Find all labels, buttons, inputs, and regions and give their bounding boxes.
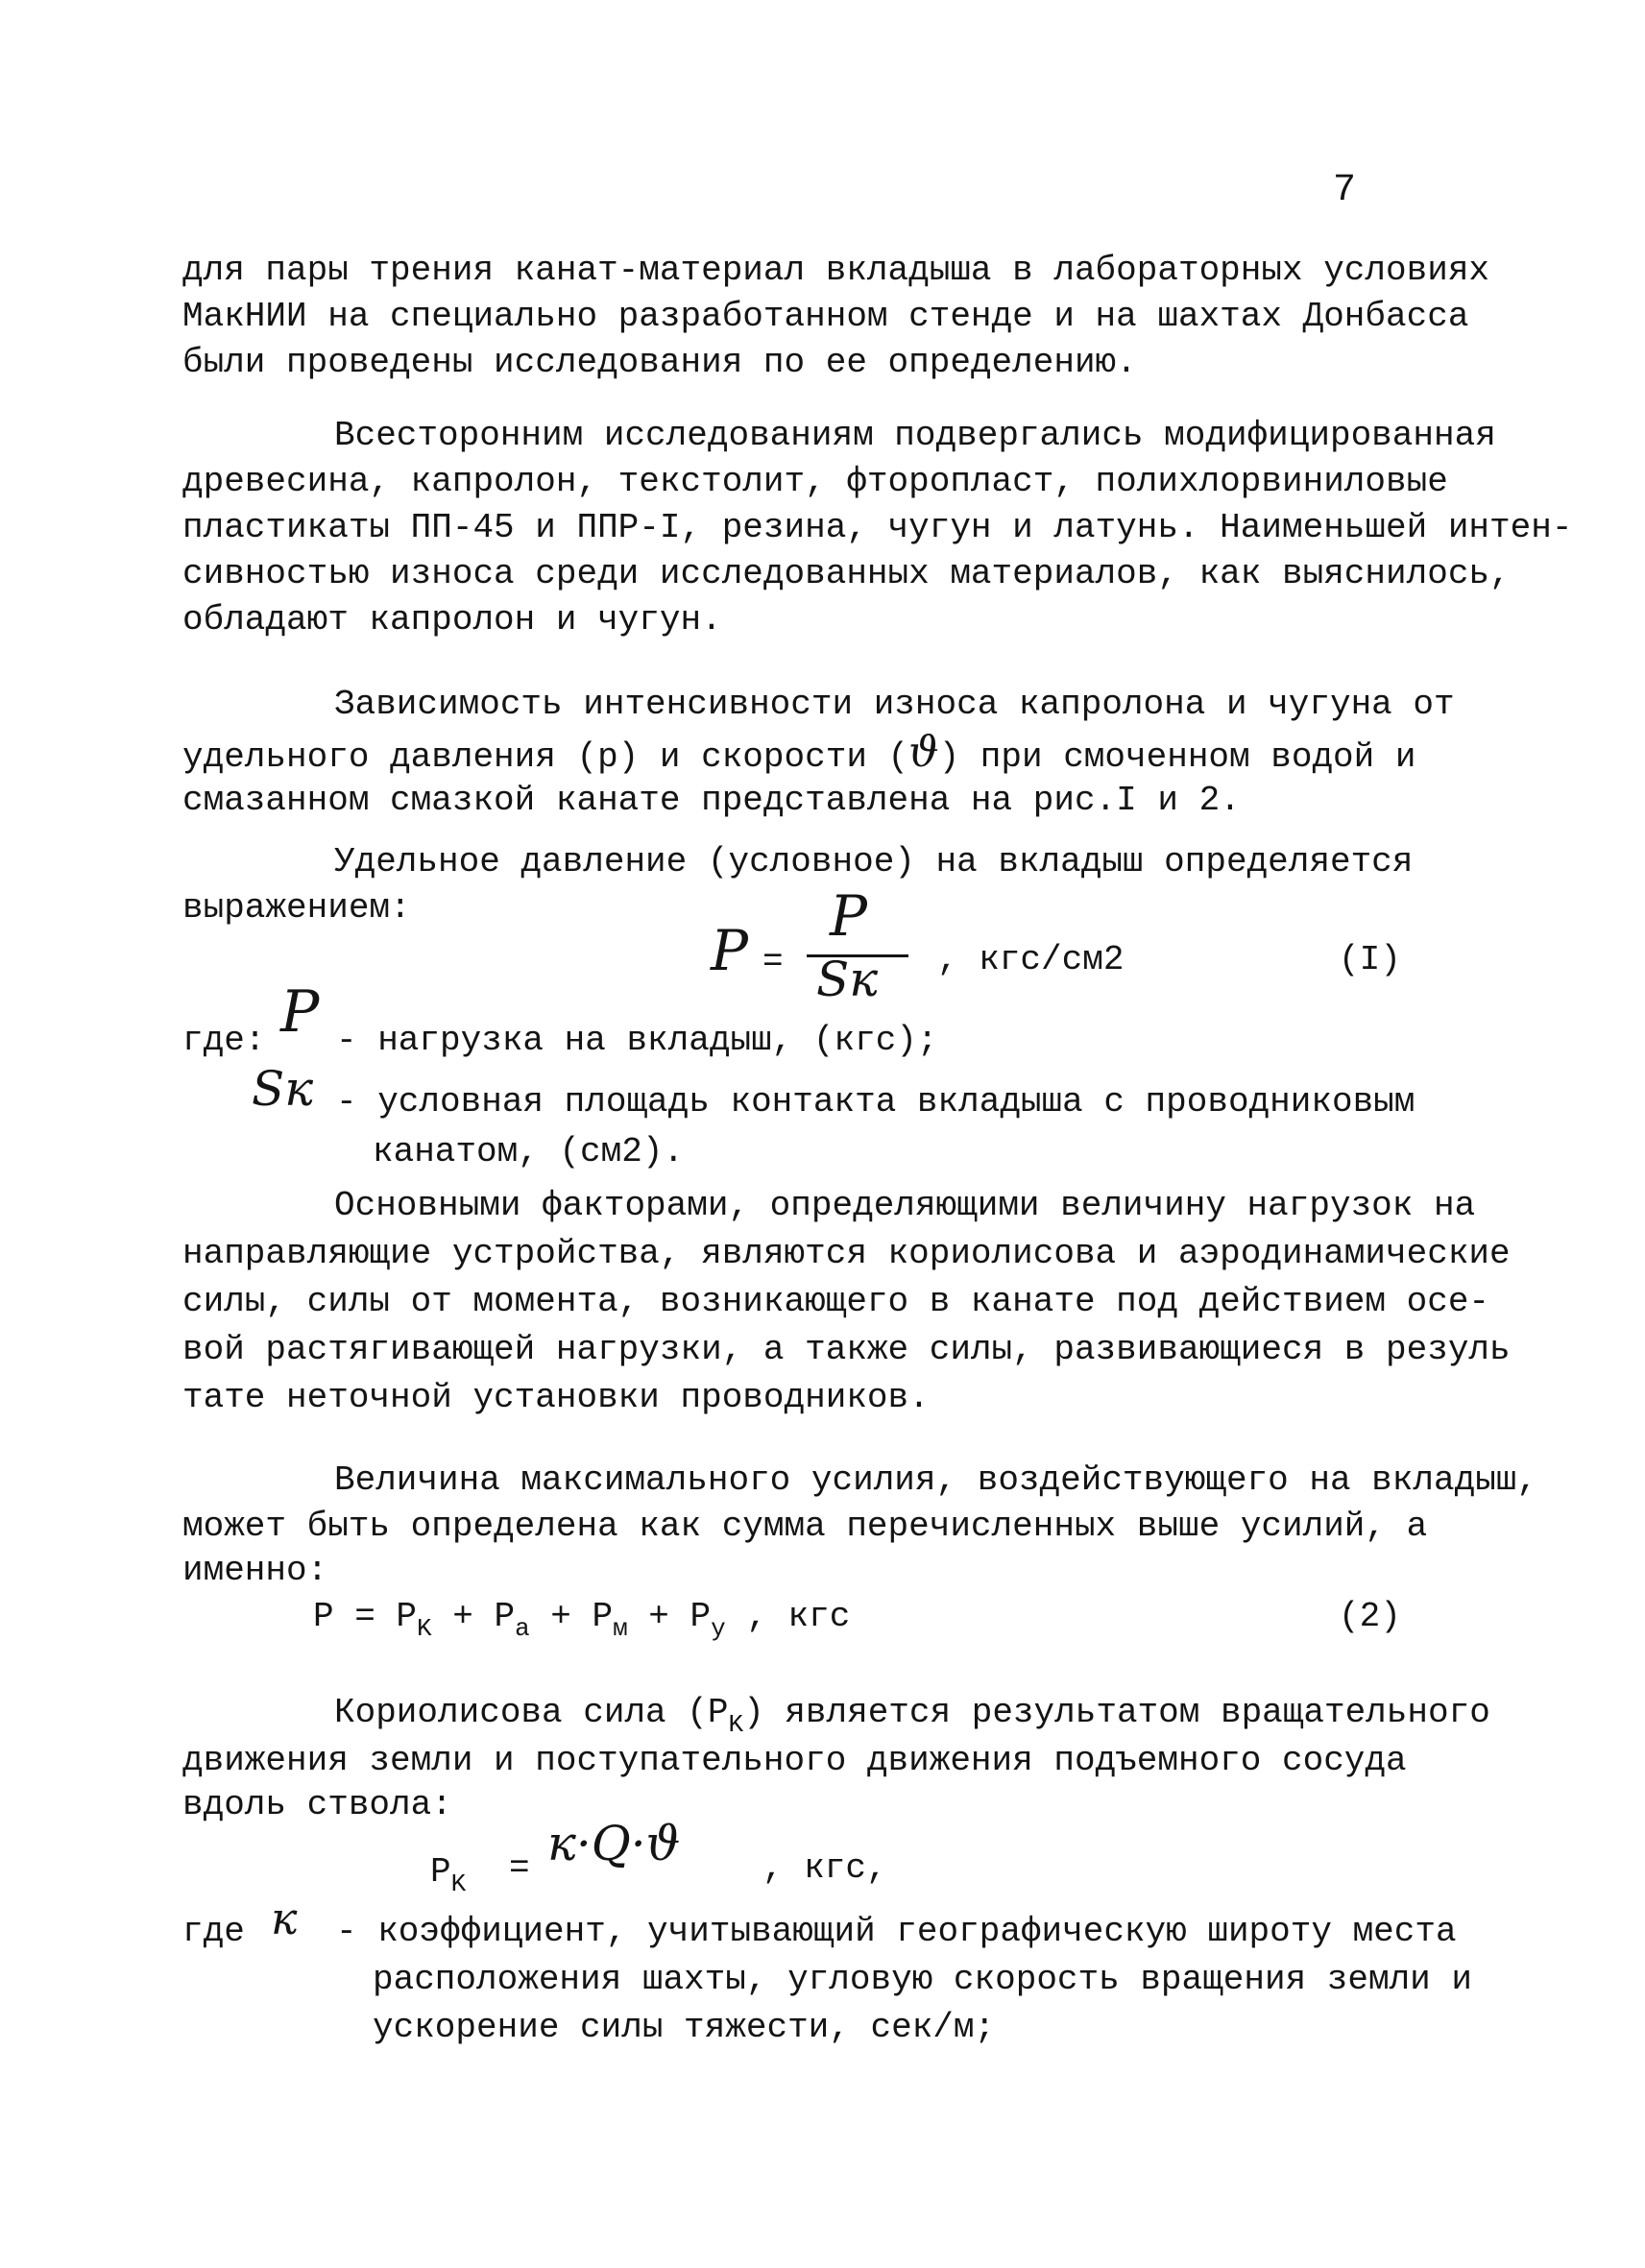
paragraph-2-line-3: пластикаты ПП-45 и ППР-I, резина, чугун и латунь. Наименьшей интен- xyxy=(182,508,1573,547)
equation-2-sub-m: м xyxy=(613,1614,628,1643)
equation-2-sub-k: K xyxy=(417,1614,432,1643)
paragraph-7-line-3: вдоль ствола: xyxy=(182,1785,452,1824)
paragraph-3-line-2 xyxy=(182,730,1415,781)
paragraph-5-line-1: Основными факторами, определяющими величину нагрузок на xyxy=(334,1186,1476,1225)
equation-3-equals: = xyxy=(509,1848,530,1888)
equation-3-unit: , кгс, xyxy=(762,1848,887,1888)
equation-1-denominator: Sк xyxy=(816,952,879,1007)
paragraph-3-line-2-start: удельного давления (р) и скорости ( xyxy=(182,737,909,777)
equation-3-sub-k: K xyxy=(450,1870,467,1898)
paragraph-2-line-1: Всесторонним исследованиям подвергались модифицированная xyxy=(334,416,1496,455)
coefficient-definition-line-3: ускорение силы тяжести, сек/м; xyxy=(373,2008,996,2047)
where-label-2: где xyxy=(182,1912,245,1951)
paragraph-7-line-1-end: ) является результатом вращательного xyxy=(743,1693,1490,1732)
area-symbol: Sк xyxy=(252,1061,314,1117)
paragraph-7-line-1-start: Кориолисова сила (P xyxy=(334,1693,729,1732)
equation-1-equals: = xyxy=(762,942,784,981)
paragraph-7-line-2: движения земли и поступательного движения подъемного сосуда xyxy=(182,1741,1407,1780)
equation-2 xyxy=(313,1594,850,1652)
paragraph-5-line-4: вой растягивающей нагрузки, а также силы, развивающиеся в резуль xyxy=(182,1330,1511,1369)
paragraph-2-line-2: древесина, капролон, текстолит, фторопласт, полихлорвиниловые xyxy=(182,462,1448,501)
coefficient-symbol: к xyxy=(271,1893,298,1944)
paragraph-4-line-1: Удельное давление (условное) на вкладыш определяется xyxy=(334,842,1414,881)
paragraph-2-line-4: сивностью износа среди исследованных материалов, как выяснилось, xyxy=(182,554,1511,593)
velocity-symbol: ϑ xyxy=(908,728,939,777)
paragraph-5-line-5: тате неточной установки проводников. xyxy=(182,1378,930,1417)
paragraph-1-line-1: для пары трения канат-материал вкладыша в лабораторных условиях xyxy=(182,251,1490,290)
paragraph-6-line-1: Величина максимального усилия, воздействующего на вкладыш, xyxy=(334,1460,1538,1500)
equation-1-unit: , кгс/см2 xyxy=(937,940,1125,979)
equation-1-lhs: P xyxy=(711,918,749,983)
equation-2-unit: , кгс xyxy=(725,1597,851,1636)
paragraph-5-line-2: направляющие устройства, являются кориолисова и аэродинамические xyxy=(182,1234,1511,1273)
equation-2-part-2: + P xyxy=(431,1597,516,1636)
coefficient-definition-line-1: - коэффициент, учитывающий географическую широту места xyxy=(336,1912,1457,1951)
equation-2-number: (2) xyxy=(1339,1597,1401,1636)
paragraph-2-line-5: обладают капролон и чугун. xyxy=(182,600,722,639)
equation-2-part-1: P = P xyxy=(313,1597,418,1636)
equation-1-number: (I) xyxy=(1339,940,1401,979)
paragraph-6-line-2: может быть определена как сумма перечисленных выше усилий, а xyxy=(182,1507,1428,1546)
equation-2-sub-y: у xyxy=(711,1614,726,1643)
coefficient-definition-line-2: расположения шахты, угловую скорость вращения земли и xyxy=(373,1960,1472,1999)
area-definition-line-2: канатом, (см2). xyxy=(373,1132,685,1171)
paragraph-3-line-1: Зависимость интенсивности износа капролона и чугуна от xyxy=(334,685,1455,724)
paragraph-3-line-3: смазанном смазкой канате представлена на рис.I и 2. xyxy=(182,781,1241,820)
paragraph-4-line-2: выражением: xyxy=(182,888,411,928)
equation-2-part-3: + P xyxy=(529,1597,614,1636)
equation-2-sub-a: a xyxy=(515,1614,530,1643)
equation-2-part-4: + P xyxy=(627,1597,712,1636)
equation-1 xyxy=(711,883,922,1008)
where-label: где: xyxy=(182,1021,266,1060)
equation-3-lhs xyxy=(430,1849,466,1907)
equation-3-p: P xyxy=(430,1852,451,1892)
paragraph-1-line-3: были проведены исследования по ее определению. xyxy=(182,343,1137,382)
paragraph-3-line-2-end: ) при смоченном водой и xyxy=(938,737,1416,777)
load-definition: - нагрузка на вкладыш, (кгс); xyxy=(336,1021,938,1060)
paragraph-5-line-3: силы, силы от момента, возникающего в канате под действием осе- xyxy=(182,1282,1490,1321)
paragraph-7-sub-k: K xyxy=(728,1710,744,1739)
page-number: 7 xyxy=(1333,169,1357,212)
paragraph-1-line-2: МакНИИ на специально разработанном стенде и на шахтах Донбасса xyxy=(182,297,1469,336)
paragraph-6-line-3: именно: xyxy=(182,1551,328,1590)
equation-3-rhs: к·Q·ϑ xyxy=(547,1816,681,1871)
area-definition-line-1: - условная площадь контакта вкладыша с проводниковым xyxy=(336,1082,1415,1122)
load-symbol: P xyxy=(280,978,320,1046)
equation-1-numerator: P xyxy=(830,883,868,949)
